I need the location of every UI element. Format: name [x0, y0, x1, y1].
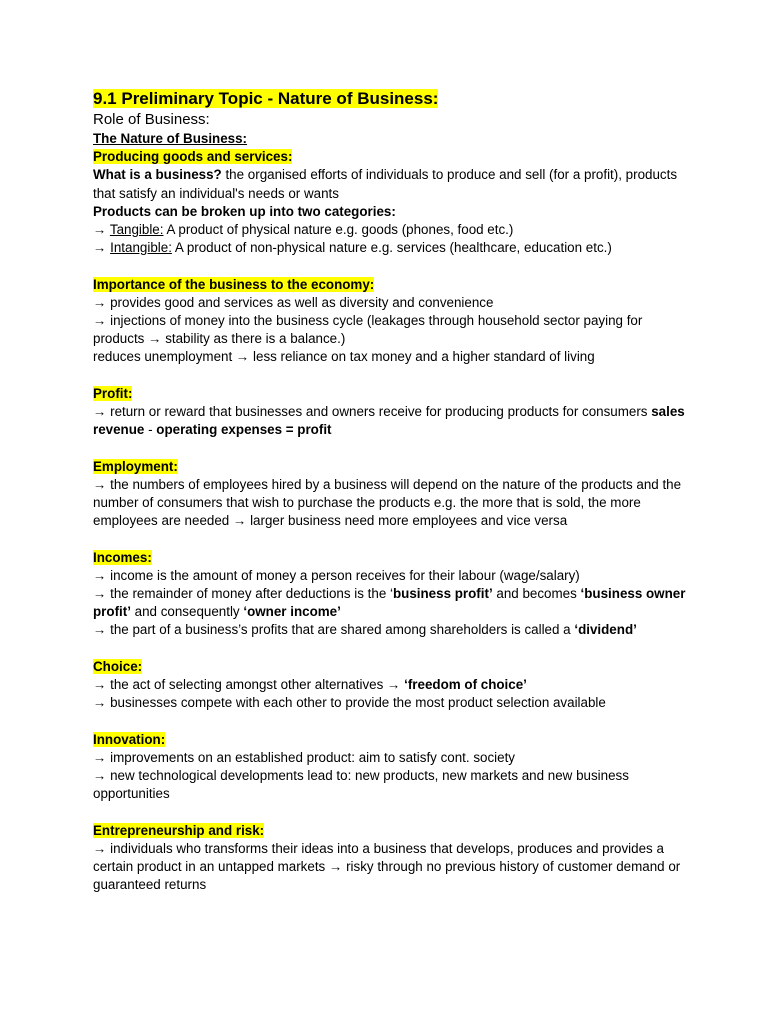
page-title: 9.1 Preliminary Topic - Nature of Business:	[93, 89, 439, 108]
importance-heading: Importance of the business to the economy:	[93, 276, 375, 292]
incomes-line: → the part of a business’s profits that are shared among shareholders is called a ‘dividend’	[93, 622, 637, 638]
categories-line: Products can be broken up into two categories:	[93, 203, 396, 219]
choice-line: → the act of selecting amongst other alternatives → ‘freedom of choice’	[93, 677, 527, 693]
entrepreneurship-heading: Entrepreneurship and risk:	[93, 822, 265, 838]
importance-line: → provides good and services as well as diversity and convenience	[93, 294, 494, 310]
profit-heading: Profit:	[93, 385, 133, 401]
innovation-heading: Innovation:	[93, 731, 166, 747]
producing-heading: Producing goods and services:	[93, 149, 293, 165]
role-heading: Role of Business:	[93, 111, 210, 128]
document-content	[93, 88, 693, 894]
employment-heading: Employment:	[93, 458, 178, 474]
intangible-line: → Intangible: A product of non-physical nature e.g. services (healthcare, education etc.)	[93, 240, 612, 256]
incomes-line: → the remainder of money after deductions is the ‘business profit’ and becomes ‘business owner profit’ and consequently ‘owner income’	[93, 586, 686, 620]
innovation-line: → new technological developments lead to: new products, new markets and new business opportunities	[93, 768, 629, 802]
incomes-heading: Incomes:	[93, 549, 152, 565]
entrepreneurship-line: → individuals who transforms their ideas into a business that develops, produces and provides a certain product in an untapped markets → risky through no previous history of customer demand or guaranteed returns	[93, 840, 681, 893]
profit-line: → return or reward that businesses and owners receive for producing products for consumers sales revenue - operating expenses = profit	[93, 404, 685, 438]
employment-line: → the numbers of employees hired by a business will depend on the nature of the products and the number of consumers that wish to purchase the products e.g. the more that is sold, the more employees are needed → larger business need more employees and vice versa	[93, 476, 682, 529]
incomes-line: → income is the amount of money a person receives for their labour (wage/salary)	[93, 567, 580, 583]
nature-heading: The Nature of Business:	[93, 131, 248, 146]
importance-line: → injections of money into the business cycle (leakages through household sector paying for products → stability as there is a balance.)	[93, 313, 643, 347]
choice-heading: Choice:	[93, 658, 143, 674]
tangible-line: → Tangible: A product of physical nature e.g. goods (phones, food etc.)	[93, 222, 514, 238]
business-definition: What is a business? the organised efforts of individuals to produce and sell (for a profit), products that satisfy an individual's needs or wants	[93, 167, 678, 201]
innovation-line: → improvements on an established product: aim to satisfy cont. society	[93, 749, 516, 765]
choice-line: → businesses compete with each other to provide the most product selection available	[93, 695, 606, 711]
importance-line: reduces unemployment → less reliance on tax money and a higher standard of living	[93, 349, 595, 365]
